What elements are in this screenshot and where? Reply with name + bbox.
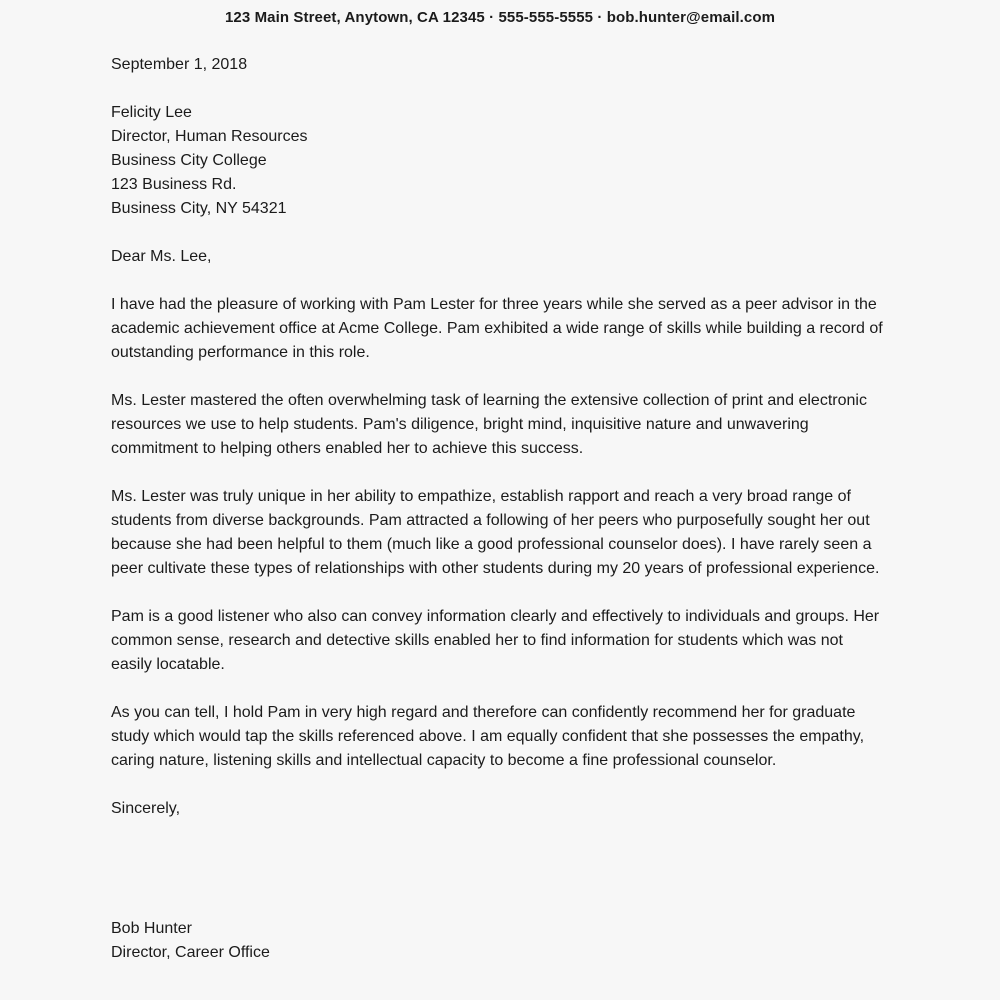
paragraph-listener: Pam is a good listener who also can convey information clearly and effectively to individuals and groups. Her common sense, research and detective skills enabled her to find information for students which was not easily locatable. [111, 608, 880, 673]
recipient-title: Director, Human Resources [111, 128, 308, 145]
signature-title: Director, Career Office [111, 944, 270, 961]
recipient-street: 123 Business Rd. [111, 176, 237, 193]
sender-contact-line: 123 Main Street, Anytown, CA 12345 · 555-555-5555 · bob.hunter@email.com [224, 9, 776, 26]
salutation: Dear Ms. Lee, [111, 248, 212, 265]
paragraph-introduction: I have had the pleasure of working with Pam Lester for three years while she served as a peer advisor in the academic achievement office at Acme College. Pam exhibited a wide range of skills while building a record of outstanding performance in this role. [111, 296, 883, 361]
closing: Sincerely, [111, 800, 181, 817]
letter-body [111, 53, 883, 965]
letter-date: September 1, 2018 [111, 56, 248, 73]
paragraph-empathy: Ms. Lester was truly unique in her ability to empathize, establish rapport and reach a very broad range of students from diverse backgrounds. Pam attracted a following of her peers who purposefully sought her out because she had been helpful to them (much like a good professional counselor does). I have rarely seen a peer cultivate these types of relationships with other students during my 20 years of professional experience. [111, 488, 880, 577]
signature-name: Bob Hunter [111, 920, 192, 937]
recipient-address-block [111, 101, 883, 221]
recipient-city-state-zip: Business City, NY 54321 [111, 200, 287, 217]
recipient-name: Felicity Lee [111, 104, 192, 121]
paragraph-recommendation: As you can tell, I hold Pam in very high regard and therefore can confidently recommend her for graduate study which would tap the skills referenced above. I am equally confident that she possesses the empathy, caring nature, listening skills and intellectual capacity to become a fine professional counselor. [111, 704, 865, 769]
paragraph-mastery: Ms. Lester mastered the often overwhelming task of learning the extensive collection of print and electronic resources we use to help students. Pam's diligence, bright mind, inquisitive nature and unwavering commitment to helping others enabled her to achieve this success. [111, 392, 867, 457]
recipient-organization: Business City College [111, 152, 267, 169]
signature-block [111, 917, 883, 965]
